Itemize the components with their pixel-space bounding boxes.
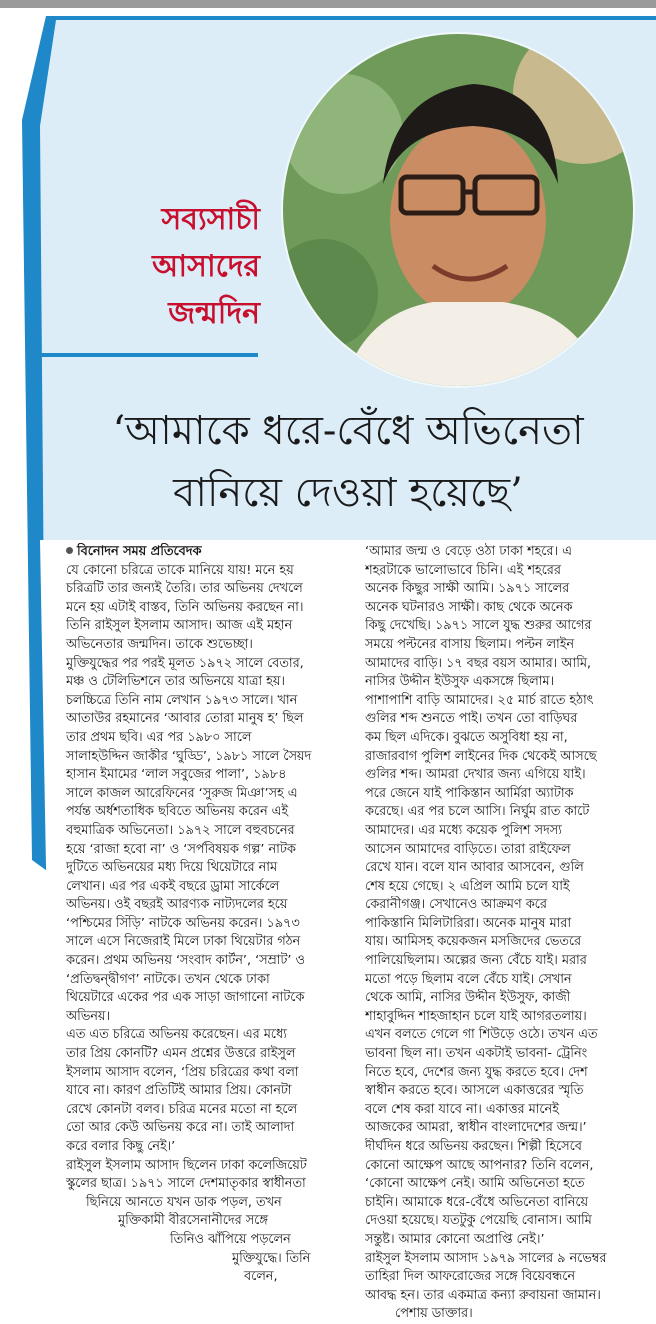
text-line: বলেন, (244, 1269, 278, 1285)
byline-text: বিনোদন সময় প্রতিবেদক (77, 544, 202, 559)
text-line: অনেক ঘটনারও সাক্ষী। কাছ থেকে অনেক (365, 599, 573, 615)
text-line: শহরটাকে ভালোভাবে চিনি। এই শহরের (365, 562, 561, 578)
text-line: করেন। প্রথম অভিনয় ‘সংবাদ কার্টন’, ‘সম্রাট’ ও (66, 953, 305, 969)
text-line: সন্তুষ্ট। আমার কোনো অপ্রাপ্তি নেই।’ (365, 1231, 545, 1247)
text-line: এখন বলতে গেলে গা শিউড়ে ওঠে। তখন এত (365, 1027, 598, 1043)
text-line: রেখে যান। বলে যান আবার আসবেন, গুলি (365, 860, 584, 876)
text-line: রাইসুল ইসলাম আসাদ ছিলেন ঢাকা কলেজিয়েট (66, 1157, 307, 1173)
kicker-underline (40, 353, 258, 357)
text-line: পাশাপাশি বাড়ি আমাদের। ২৫ মার্চ রাতে হঠাৎ (365, 692, 594, 708)
text-line: মুক্তিযুদ্ধে। তিনি (232, 1250, 311, 1266)
text-line: কিছু দেখেছি। ১৯৭১ সালে যুদ্ধ শুরুর আগের (365, 618, 592, 634)
kicker-line-3: জন্মদিন (168, 296, 260, 331)
text-line: দীর্ঘদিন ধরে অভিনয় করছেন। শিল্পী হিসেবে (365, 1139, 582, 1154)
portrait-photo (283, 34, 633, 386)
text-line: লেখান। এর পর একই বছরে ড্রামা সার্কেলে (66, 878, 280, 894)
text-line: আজকের আমরা, স্বাধীন বাংলাদেশের জন্ম।’ (365, 1120, 587, 1136)
text-line: অভিনয়। ওই বছরই আরণ্যক নাট্যদলের হয়ে (66, 897, 288, 913)
text-line: তার প্রথম ছবি। এর পর ১৯৮০ সালে (66, 729, 252, 745)
text-line: আবদ্ধ হন। তার একমাত্র কন্যা রুবায়না জামান। (365, 1287, 601, 1303)
text-line: ছিনিয়ে আনতে যখন ডাক পড়ল, তখন (86, 1194, 282, 1210)
text-line: পরে জেনে যাই পাকিস্তান আর্মিরা অ্যাটাক (365, 785, 574, 801)
article-column-right (365, 543, 645, 1324)
text-line: নিতে হবে, দেশের জন্য যুদ্ধ করতে হবে। দেশ (365, 1064, 588, 1080)
text-line: থেকে আমি, নাসির উদ্দীন ইউসুফ, কাজী (365, 990, 571, 1006)
text-line: করে বলার কিছু নেই।’ (66, 1139, 176, 1154)
text-line: সময়ে পল্টনের বাসায় ছিলাম। পল্টন লাইন (365, 636, 575, 652)
text-line: অভিনেতার জন্মদিন। তাকে শুভেচ্ছা। (66, 636, 253, 652)
text-line: হাসান ইমামের ‘লাল সবুজের পালা’, ১৯৮৪ (66, 767, 287, 783)
text-line: কেরানীগঞ্জ। সেখানেও আক্রমণ করে (365, 897, 547, 913)
text-line: হয়ে ‘রাজা হবো না’ ও ‘সর্পবিষয়ক গল্প’ নাটক (66, 841, 296, 857)
text-line: গুলির শব্দ শুনতে পাই। তখন তো বাড়িঘর (365, 711, 578, 727)
text-line: পাকিস্তানি মিলিটারিরা। অনেক মানুষ মারা (365, 915, 572, 931)
text-line: ভাবনা ছিল না। তখন একটাই ভাবনা- ট্রেনিং (365, 1046, 588, 1062)
text-line: যে কোনো চরিত্রে তাকে মানিয়ে যায়! মনে হয় (66, 562, 294, 578)
text-line: সালাহউদ্দিন জাকীর ‘ঘুড্ডি’, ১৯৮১ সালে সৈয়দ (66, 748, 312, 764)
text-line: তিনিও ঝাঁপিয়ে পড়লেন (170, 1231, 291, 1247)
headline-line-1: ‘আমাকে ধরে-বেঁধে অভিনেতা (112, 408, 584, 454)
text-line: ‘কোনো আক্ষেপ নেই। আমি অভিনেতা হতে (365, 1176, 585, 1192)
text-line: আমাদের। এর মধ্যে কয়েক পুলিশ সদস্য (365, 822, 562, 838)
kicker-line-2: আসাদের (152, 249, 260, 284)
text-line: তার প্রিয় কোনটি? এমন প্রশ্নের উত্তরে রাইসুল (66, 1046, 296, 1062)
text-line: তিনি রাইসুল ইসলাম আসাদ। আজ এই মহান (66, 618, 293, 634)
byline (66, 543, 316, 562)
text-line: মতো পড়ে ছিলাম বলে বেঁচে যাই। সেখান (365, 971, 572, 987)
text-line: গুলির শব্দ। আমরা দেখার জন্য এগিয়ে যাই। (365, 767, 586, 783)
text-line: রাজারবাগ পুলিশ লাইনের দিক থেকেই আসছে (365, 748, 597, 764)
text-line: থিয়েটারে একের পর এক সাড়া জাগানো নাটকে (66, 990, 305, 1006)
headline (48, 400, 648, 524)
headline-line-2: বানিয়ে দেওয়া হয়েছে’ (173, 470, 523, 516)
text-line: অভিনয়। (66, 1008, 111, 1024)
text-line: মুক্তিকামী বীরসেনানীদের সঙ্গে (118, 1213, 268, 1229)
text-line: তো আর কেউ অভিনয় করে না। তাই আলাদা (66, 1120, 295, 1136)
text-line: বলে শেষ করা যাবে না। একাত্তর মানেই (365, 1101, 559, 1117)
text-line: আমাদের বাড়ি। ১৭ বছর বয়স আমার। আমি, (365, 655, 592, 671)
text-line: ‘পশ্চিমের সিঁড়ি’ নাটকে অভিনয় করেন। ১৯৭৩ (66, 915, 300, 931)
text-line: চলচ্চিত্রে তিনি নাম লেখান ১৯৭৩ সালে। খান (66, 692, 298, 708)
text-line: কম ছিল এদিকে। বুঝতে অসুবিধা হয় না, (365, 729, 568, 745)
text-line: পালিয়েছিলাম। অল্পের জন্য বেঁচে যাই। মরার (365, 953, 587, 969)
text-line: পেশায় ডাক্তার। (395, 1306, 473, 1322)
article-column-left (66, 543, 316, 1287)
text-line: ‘আমার জন্ম ও বেড়ে ওঠা ঢাকা শহরে। এ (365, 544, 572, 559)
text-line: চরিত্রটি তার জন্যই তৈরি। তার অভিনয় দেখলে (66, 581, 303, 597)
text-line: অনেক কিছুর সাক্ষী আমি। ১৯৭১ সালের (365, 581, 570, 597)
text-line: পর্যন্ত অর্ধশতাধিক ছবিতে অভিনয় করেন এই (66, 804, 289, 820)
text-line: নাসির উদ্দীন ইউসুফ একসঙ্গে ছিলাম। (365, 674, 555, 690)
text-line: স্কুলের ছাত্র। ১৯৭১ সালে দেশমাতৃকার স্বাধীনতা (66, 1176, 306, 1192)
text-line: মনে হয় এটাই বাস্তব, তিনি অভিনয় করছেন না। (66, 599, 304, 615)
text-line: রেখে কোনটা বলব। চরিত্র মনের মতো না হলে (66, 1101, 298, 1117)
text-line: মঞ্চ ও টেলিভিশনে তার অভিনয়ে যাত্রা হয়। (66, 674, 286, 690)
text-line: স্বাধীন করতে হবে। আসলে একাত্তরের স্মৃতি (365, 1083, 584, 1099)
text-line: সালে কাজল আরেফিনের ‘সুরুজ মিঞা’সহ এ (66, 785, 298, 801)
text-line: আসেন আমাদের বাড়িতে। তারা রাইফেল (365, 841, 571, 857)
text-line: সালে এসে নিজেরাই মিলে ঢাকা থিয়েটার গঠন (66, 934, 301, 950)
text-line: দেওয়া হয়েছে। যতটুকু পেয়েছি বোনাস। আমি (365, 1213, 592, 1229)
text-line: বহুমাত্রিক অভিনেতা। ১৯৭২ সালে বহুবচনের (66, 822, 295, 838)
feature-kicker (112, 196, 260, 337)
text-line: যাবে না। কারণ প্রতিটিই আমার প্রিয়। কোনটা (66, 1083, 292, 1099)
text-line: মুক্তিযুদ্ধের পর পরই মূলত ১৯৭২ সালে বেতার, (66, 655, 304, 671)
text-line: দুটিতে অভিনয়ের মধ্য দিয়ে থিয়েটারে নাম (66, 860, 278, 876)
text-line: তাহিরা দিল আফরোজের সঙ্গে বিয়েবন্ধনে (365, 1269, 576, 1285)
text-line: শেষ হয়ে গেছে। ২ এপ্রিল আমি চলে যাই (365, 878, 570, 894)
text-line: শাহাবুদ্দিন শাহজাহান চলে যাই আগরতলায়। (365, 1008, 587, 1024)
text-line: আতাউর রহমানের ‘আবার তোরা মানুষ হ’ ছিল (66, 711, 304, 727)
bullet-icon (66, 547, 73, 554)
text-line: ‘প্রতিদ্বন্দ্বীগণ’ নাটকে। তখন থেকে ঢাকা (66, 971, 270, 987)
text-line: ইসলাম আসাদ বলেন, ‘প্রিয় চরিত্রের কথা বলা (66, 1064, 299, 1080)
text-line: রাইসুল ইসলাম আসাদ ১৯৭৯ সালের ৯ নভেম্বর (365, 1250, 607, 1266)
text-line: চাইনি। আমাকে ধরে-বেঁধে অভিনেতা বানিয়ে (365, 1194, 589, 1210)
text-line: কোনো আক্ষেপ আছে আপনার? তিনি বলেন, (365, 1157, 594, 1173)
text-line: যায়। আমিসহ কয়েকজন মসজিদের ভেতরে (365, 934, 582, 950)
text-line: করেছে। এর পর চলে আসি। নির্ঘুম রাত কাটে (365, 804, 590, 820)
kicker-line-1: সব্যসাচী (161, 202, 260, 237)
text-line: এত এত চরিত্রে অভিনয় করেছেন। এর মধ্যে (66, 1027, 287, 1043)
